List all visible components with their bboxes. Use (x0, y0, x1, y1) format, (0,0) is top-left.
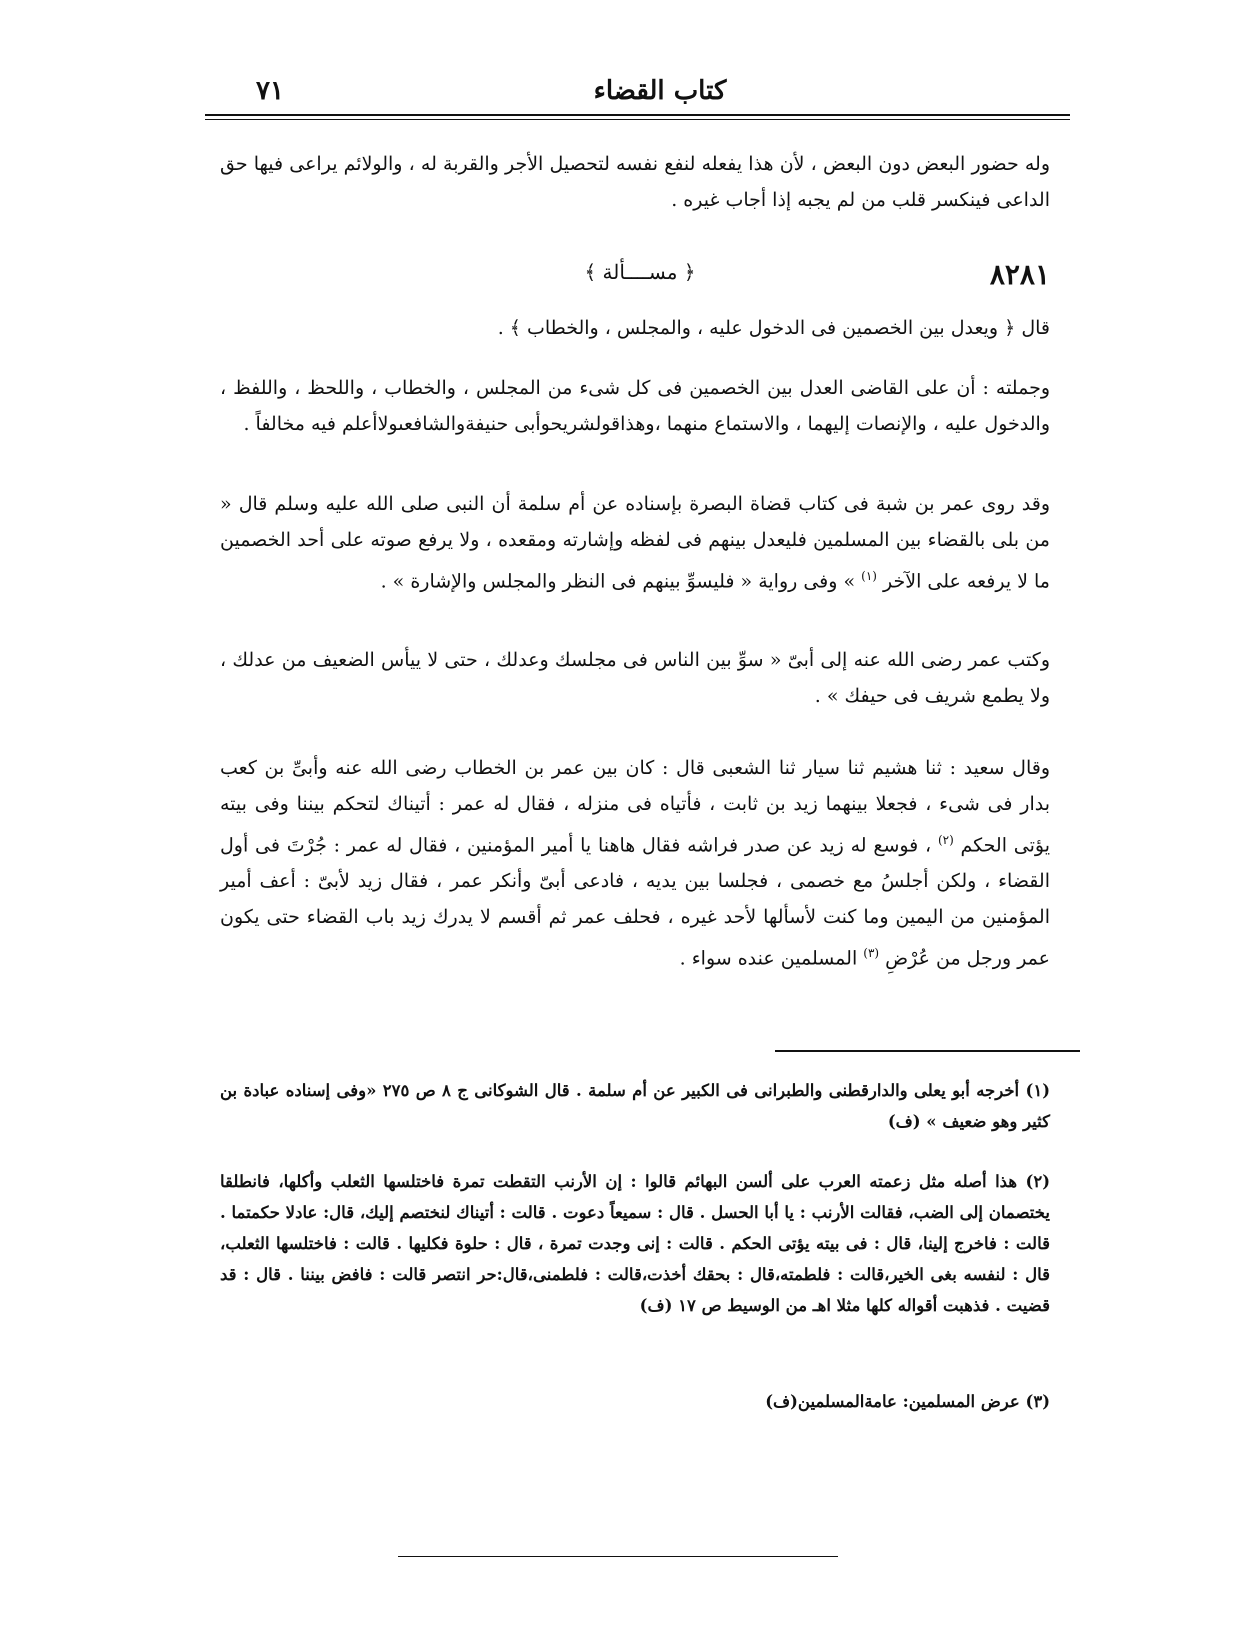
paragraph-narration (220, 750, 1050, 977)
bottom-rule (398, 1556, 838, 1557)
header-rule (205, 114, 1070, 116)
paragraph-part: وقد روى عمر بن شبة فى كتاب قضاة البصرة بإسناده عن أم سلمة أن النبى صلى الله عليه وسلم قال « من بلى بالقضاء بين المسلمين فليعدل بينهم فى لفظه وإشارته ومقعده ، ولا يرفع صوته على أحد الخصمين ما لا يرفعه على الآخر (220, 493, 1050, 593)
footnote-ref: (١) (861, 569, 877, 583)
paragraph-text (220, 750, 1050, 977)
paragraph-part: وقال سعيد : ثنا هشيم ثنا سيار ثنا الشعبى قال : كان بين عمر بن الخطاب رضى الله عنه وأبىِّ بن كعب بدار فى شىء ، فجعلا بينهما زيد بن ثابت ، فأتياه فى منزله ، فقال له عمر : أتيناك لتحكم بيننا وفى بيته يؤتى الحكم (220, 757, 1050, 857)
page-number: ٧١ (256, 76, 284, 106)
footnote-text: (٣) عرض المسلمين: عامةالمسلمين(ف) (765, 1392, 1050, 1411)
paragraph-text: قال ﴿ ويعدل بين الخصمين فى الدخول عليه ، والمجلس ، والخطاب ﴾ . (497, 317, 1050, 339)
footnote-2 (220, 1166, 1050, 1321)
paragraph-umar-letter (220, 642, 1050, 714)
paragraph-summary (220, 370, 1050, 442)
paragraph-text: وجملته : أن على القاضى العدل بين الخصمين فى كل شىء من المجلس ، والخطاب ، واللحظ ، واللفظ ، والدخول عليه ، والإنصات إليهما ، والاستماع منهما ،وهذاقولشريحوأبى حنيفةوالشافعىولاأعلم فيه مخالفاً . (220, 377, 1050, 435)
footnote-text: (٢) هذا أصله مثل زعمته العرب على ألسن البهائم قالوا : إن الأرنب التقطت تمرة فاختلسها الثعلب وأكلها، فانطلقا يختصمان إلى الضب، فقالت الأرنب : يا أبا الحسل . قال : سميعاً دعوت . قالت : أتيناك لنختصم إليك، قال: عادلا حكمتما . قالت : فاخرج إلينا، قال : فى بيته يؤتى الحكم . قالت : إنى وجدت تمرة ، قال : حلوة فكليها . قالت : فاختلسها الثعلب، قال : لنفسه بغى الخير،قالت : فلطمته،قال : بحقك أخذت،قالت : فلطمنى،قال:حر انتصر قالت : فافض بيننا . قال : قد قضيت . فذهبت أقواله كلها مثلا اهـ من الوسيط ص ١٧ (ف) (220, 1172, 1050, 1315)
issue-number: ٨٢٨١ (989, 258, 1050, 291)
footnote-1 (220, 1075, 1050, 1137)
paragraph-statement (220, 310, 1050, 346)
paragraph-part: » وفى رواية « فليسوِّ بينهم فى النظر والمجلس والإشارة » . (380, 570, 856, 593)
paragraph-hadith (220, 486, 1050, 599)
paragraph-text: وله حضور البعض دون البعض ، لأن هذا يفعله لنفع نفسه لتحصيل الأجر والقربة له ، والولائم يراعى فيها حق الداعى فينكسر قلب من لم يجبه إذا أجاب غيره . (220, 153, 1050, 211)
paragraph-text (220, 486, 1050, 599)
issue-heading (220, 258, 1050, 298)
footnote-ref: (٢) (937, 833, 954, 847)
paragraph-intro (220, 146, 1050, 218)
running-header-title: كتاب القضاء (593, 76, 727, 106)
issue-title: ﴿ مســــألة ﴾ (584, 260, 696, 284)
header-rule-inner (205, 119, 1070, 120)
footnote-3 (220, 1386, 1050, 1417)
paragraph-part: ، فوسع له زيد عن صدر فراشه فقال هاهنا يا أمير المؤمنين ، فقال له عمر : جُرْتَ فى أول القضاء ، ولكن أجلسُ مع خصمى ، فجلسا بين يديه ، فادعى أبىّ وأنكر عمر ، فقال زيد لأبىّ : أعف أمير المؤمنين من اليمين وما كنت لأسألها لأحد غيره ، فحلف عمر ثم أقسم لا يدرك زيد باب القضاء حتى يكون عمر ورجل من عُرْضِ (220, 834, 1050, 970)
paragraph-part: المسلمين عنده سواء . (679, 947, 858, 970)
footnote-text: (١) أخرجه أبو يعلى والدارقطنى والطبرانى فى الكبير عن أم سلمة . قال الشوكانى ج ٨ ص ٢٧٥ «وفى إسناده عبادة بن كثير وهو ضعيف » (ف) (220, 1081, 1050, 1131)
footnote-ref: (٣) (863, 946, 880, 961)
footnote-separator (775, 1050, 1080, 1052)
paragraph-text: وكتب عمر رضى الله عنه إلى أبىّ « سوِّ بين الناس فى مجلسك وعدلك ، حتى لا ييأس الضعيف من عدلك ، ولا يطمع شريف فى حيفك » . (220, 649, 1050, 707)
